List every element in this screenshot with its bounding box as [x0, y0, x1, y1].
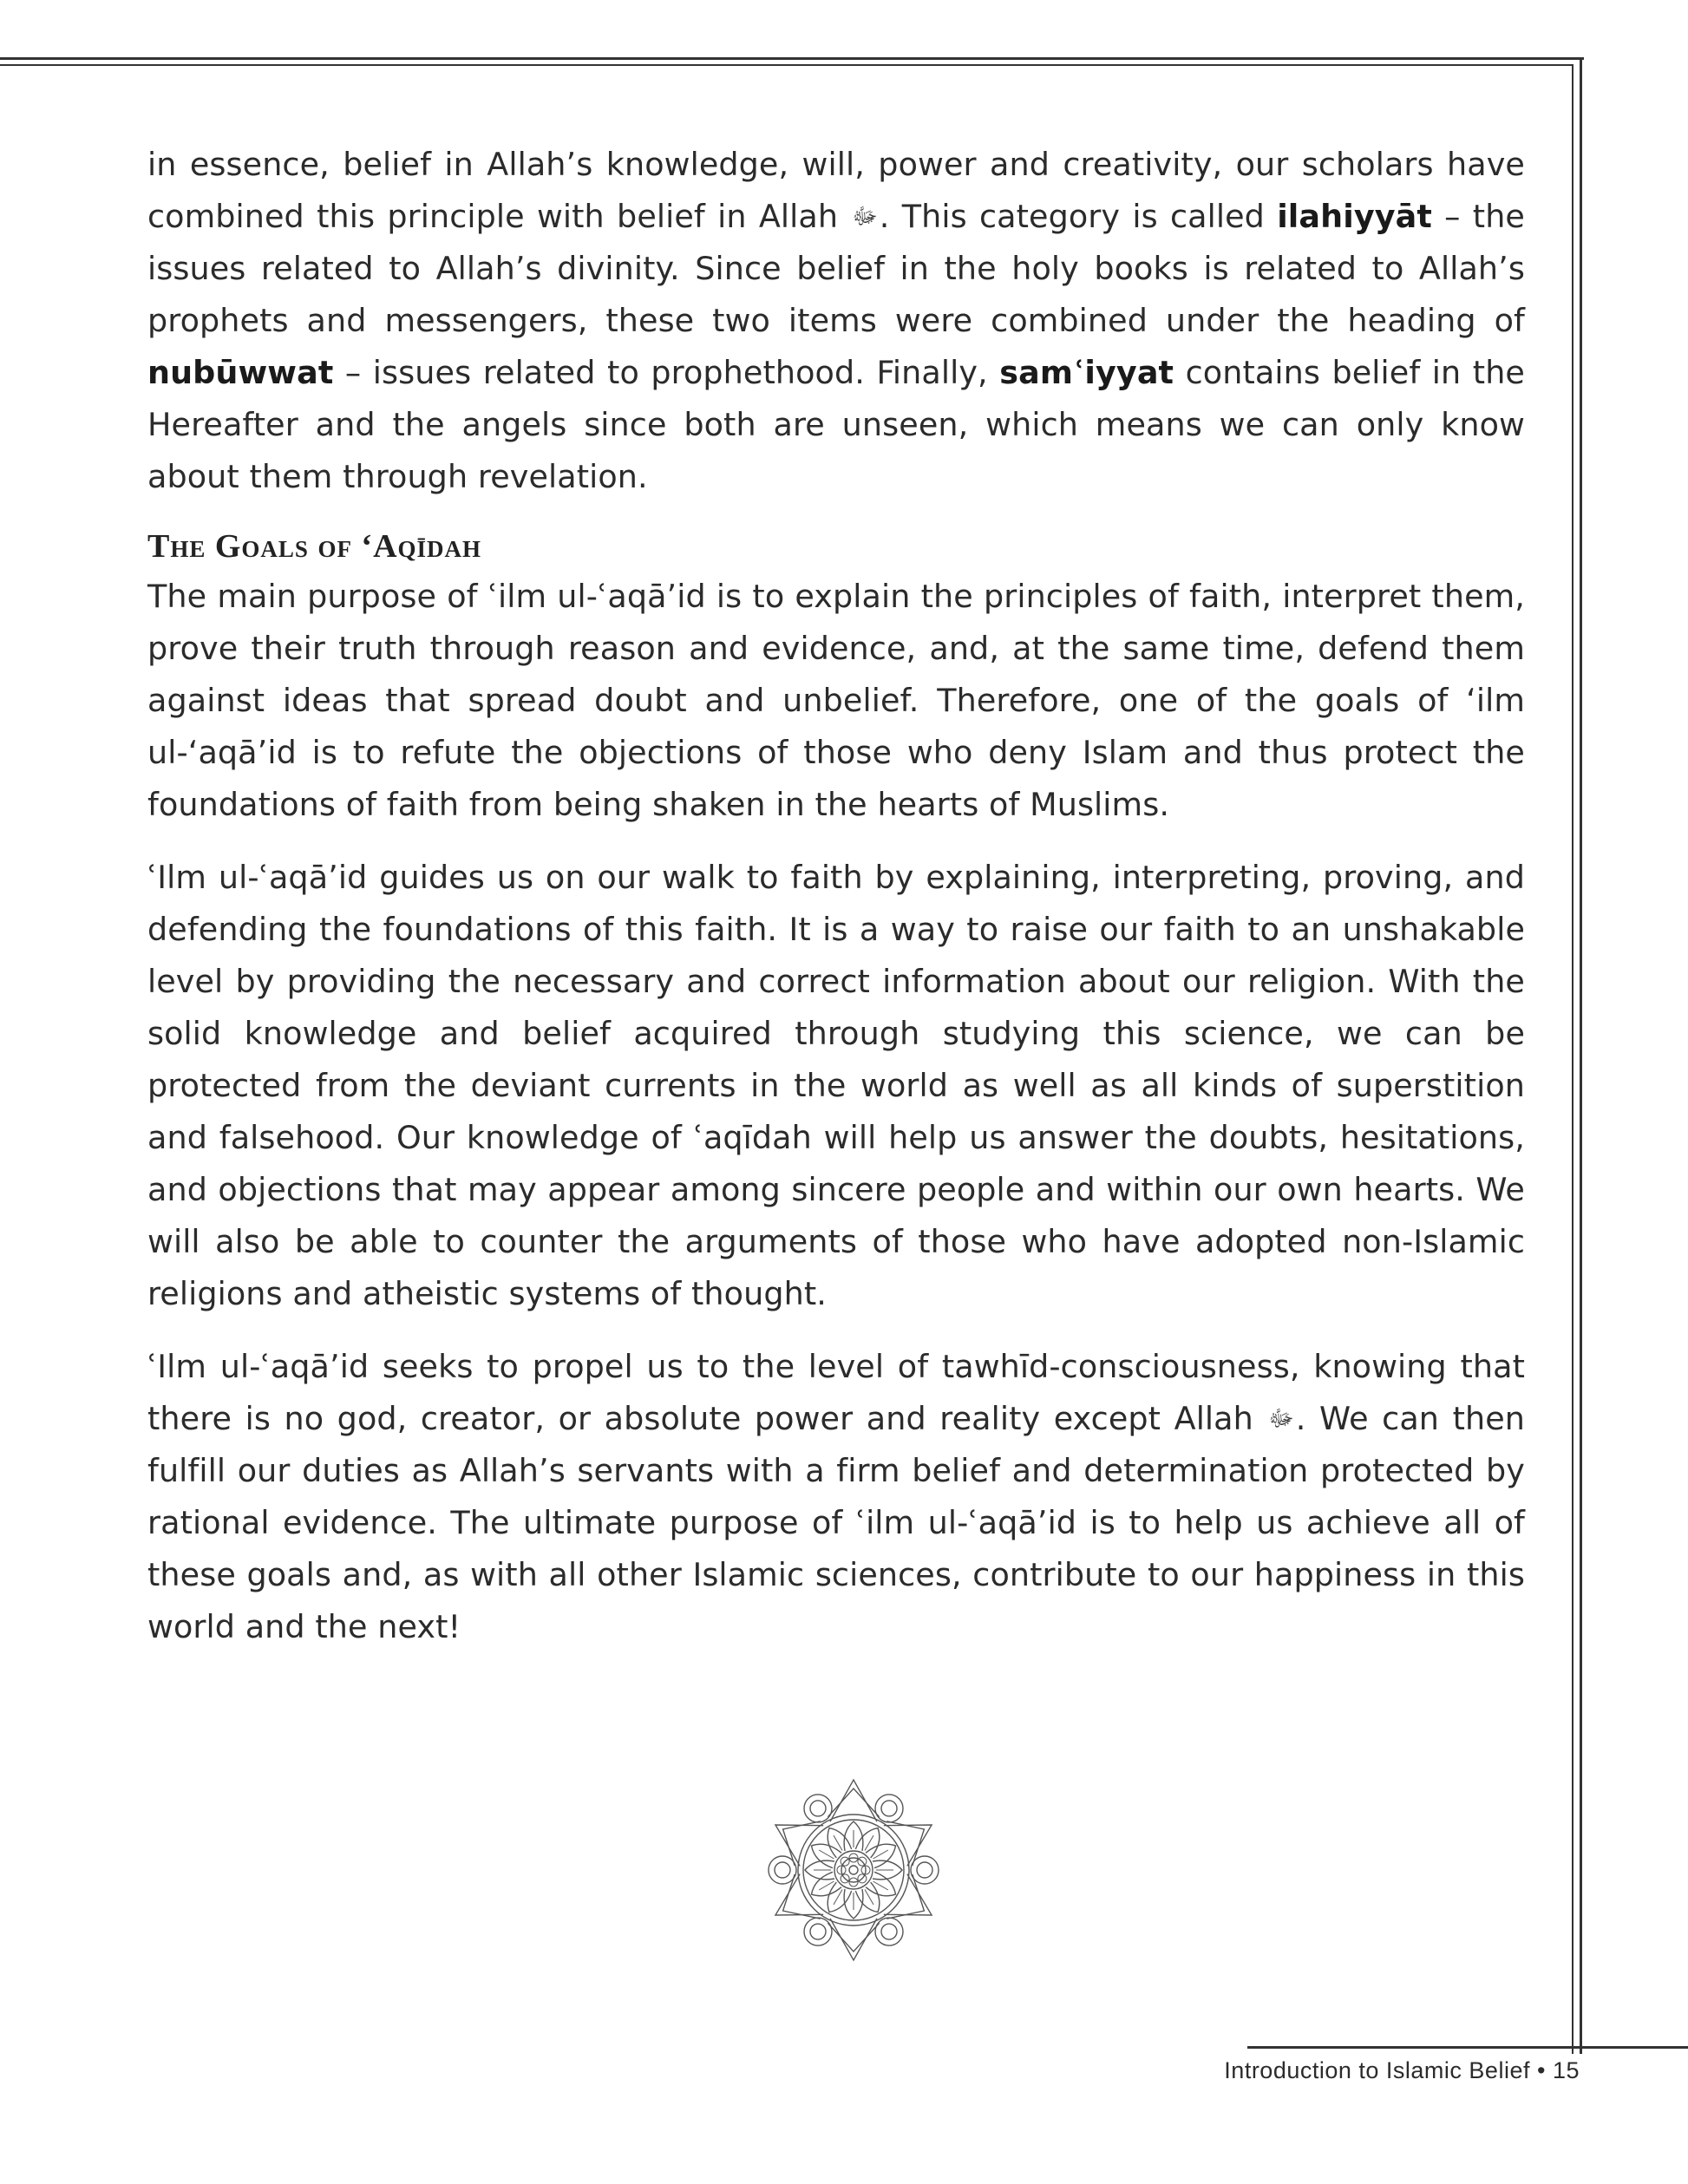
text-run: in essence, belief in Allah’s knowledge, will, power and creativity, our scholars have combined this principle with belief in Allah — [147, 146, 1525, 235]
page-body — [147, 139, 1525, 1653]
honorific-glyph: ﷻ — [852, 204, 878, 230]
term-ilahiyyat: ilahiyyāt — [1277, 198, 1432, 235]
text-run: . This category is called — [879, 198, 1278, 235]
honorific-glyph: ﷻ — [1268, 1406, 1294, 1432]
footer-separator: • — [1536, 2057, 1546, 2083]
section-heading: The Goals of ‘Aqīdah — [147, 528, 482, 565]
term-nubuwwat: nubūwwat — [147, 354, 334, 391]
book-title: Introduction to Islamic Belief — [1224, 2057, 1530, 2083]
frame-right-inner-line — [1572, 64, 1574, 2054]
text-run: ʿIlm ul-ʿaqā’id seeks to propel us to the level of tawhīd-consciousness, knowing that there is no god, creator, or absolute power and reality except Allah — [147, 1348, 1525, 1437]
text-run: . We can then fulfill our duties as Allah’s servants with a firm belief and determination protected by rational evidence. The ultimate purpose of ʿilm ul-ʿaqā’id is to help us achieve all of these goals and, as with all other Islamic sciences, contribute to our happiness in this world and the next! — [147, 1400, 1525, 1645]
frame-top-inner-line — [0, 64, 1574, 66]
text-run: – the issues related to Allah’s divinity. Since belief in the holy books is related to Allah’s prophets and messengers, these two items were combined under the heading of — [147, 198, 1525, 339]
mandala-ornament-icon — [760, 1776, 947, 1964]
term-samiyyat: samʿiyyat — [999, 354, 1174, 391]
frame-right-line — [1580, 57, 1582, 2054]
frame-top-line — [0, 57, 1584, 60]
page-footer — [1224, 2057, 1580, 2084]
footer-rule — [1247, 2046, 1688, 2049]
paragraph-main-purpose: The main purpose of ʿilm ul-ʿaqā’id is to explain the principles of faith, interpret them, prove their truth through reason and evidence, and, at the same time, defend them against ideas that spread doubt and unbelief. Therefore, one of the goals of ‘ilm ul-‘aqā’id is to refute the objections of those who deny Islam and thus protect the foundations of faith from being shaken in the hearts of Muslims. — [147, 578, 1525, 823]
paragraph-categories — [147, 139, 1525, 503]
text-run: – issues related to prophethood. Finally, — [333, 354, 1000, 391]
paragraph-tawhid — [147, 1341, 1525, 1653]
page-number: 15 — [1552, 2057, 1580, 2083]
paragraph-guidance: ʿIlm ul-ʿaqā’id guides us on our walk to faith by explaining, interpreting, proving, and defending the foundations of this faith. It is a way to raise our faith to an unshakable level by providing the necessary and correct information about our religion. With the solid knowledge and belief acquired through studying this science, we can be protected from the deviant currents in the world as well as all kinds of superstition and falsehood. Our knowledge of ʿaqīdah will help us answer the doubts, hesitations, and objections that may appear among sincere people and within our own hearts. We will also be able to counter the arguments of those who have adopted non-Islamic religions and atheistic systems of thought. — [147, 859, 1525, 1312]
text-run: contains belief in the Hereafter and the angels since both are unseen, which means we can only know about them through revelation. — [147, 354, 1525, 495]
ornament-graphic — [760, 1776, 947, 1964]
